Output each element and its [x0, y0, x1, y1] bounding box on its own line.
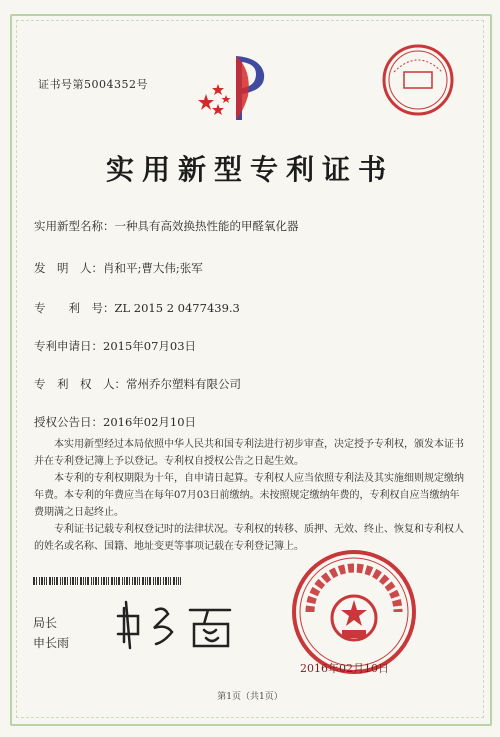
model-name-field — [34, 218, 299, 234]
patentee-value: 常州乔尔塑料有限公司 — [126, 377, 241, 391]
patentee-field — [34, 376, 241, 392]
grant-date-value: 2016年02月10日 — [103, 415, 197, 429]
patentee-label: 专 利 权 人： — [34, 377, 126, 391]
patent-number-label: 专 利 号： — [34, 301, 115, 315]
paragraph-grant: 本实用新型经过本局依照中华人民共和国专利法进行初步审查，决定授予专利权，颁发本证书并在专利登记簿上予以登记。专利权自授权公告之日起生效。 — [34, 439, 464, 467]
inventors-field — [34, 260, 203, 276]
patent-office-logo — [196, 50, 276, 126]
grant-date-field — [34, 414, 196, 430]
certificate-number: 证书号第5004352号 — [38, 78, 148, 91]
grant-date-label: 授权公告日： — [34, 415, 103, 429]
model-name-label: 实用新型名称： — [34, 219, 115, 233]
director-title: 局长 — [33, 616, 58, 630]
filing-date-value: 2015年07月03日 — [103, 339, 197, 353]
page-title: 实用新型专利证书 — [105, 153, 394, 186]
inventors-label: 发 明 人： — [34, 261, 103, 275]
patent-office-seal-small — [380, 42, 456, 118]
paragraph-legal-status: 专利证书记载专利权登记时的法律状况。专利权的转移、质押、无效、终止、恢复和专利权人的姓名或名称、国籍、地址变更等事项记载在专利登记簿上。 — [34, 524, 464, 552]
inventors-value: 肖和平;曹大伟;张军 — [103, 261, 203, 275]
national-ip-administration-seal — [290, 548, 418, 676]
page-footer: 第1页（共1页） — [217, 692, 283, 702]
barcode — [33, 577, 181, 585]
paragraph-term: 本专利的专利权期限为十年，自申请日起算。专利权人应当依照专利法及其实施细则规定缴纳年费。本专利的年费应当在每年07月03日前缴纳。未按照规定缴纳年费的，专利权自应当缴纳年费期满之日起终止。 — [34, 473, 464, 518]
model-name-value: 一种具有高效换热性能的甲醛氧化器 — [114, 219, 299, 233]
seal-date: 2016年02月10日 — [300, 662, 389, 675]
patent-number-field — [34, 300, 240, 316]
filing-date-label: 专利申请日： — [34, 339, 103, 353]
director-name: 申长雨 — [33, 636, 70, 650]
patent-number-value: ZL 2015 2 0477439.3 — [114, 301, 240, 315]
director-signature — [112, 594, 262, 654]
certificate-body — [34, 436, 466, 555]
filing-date-field — [34, 338, 196, 354]
